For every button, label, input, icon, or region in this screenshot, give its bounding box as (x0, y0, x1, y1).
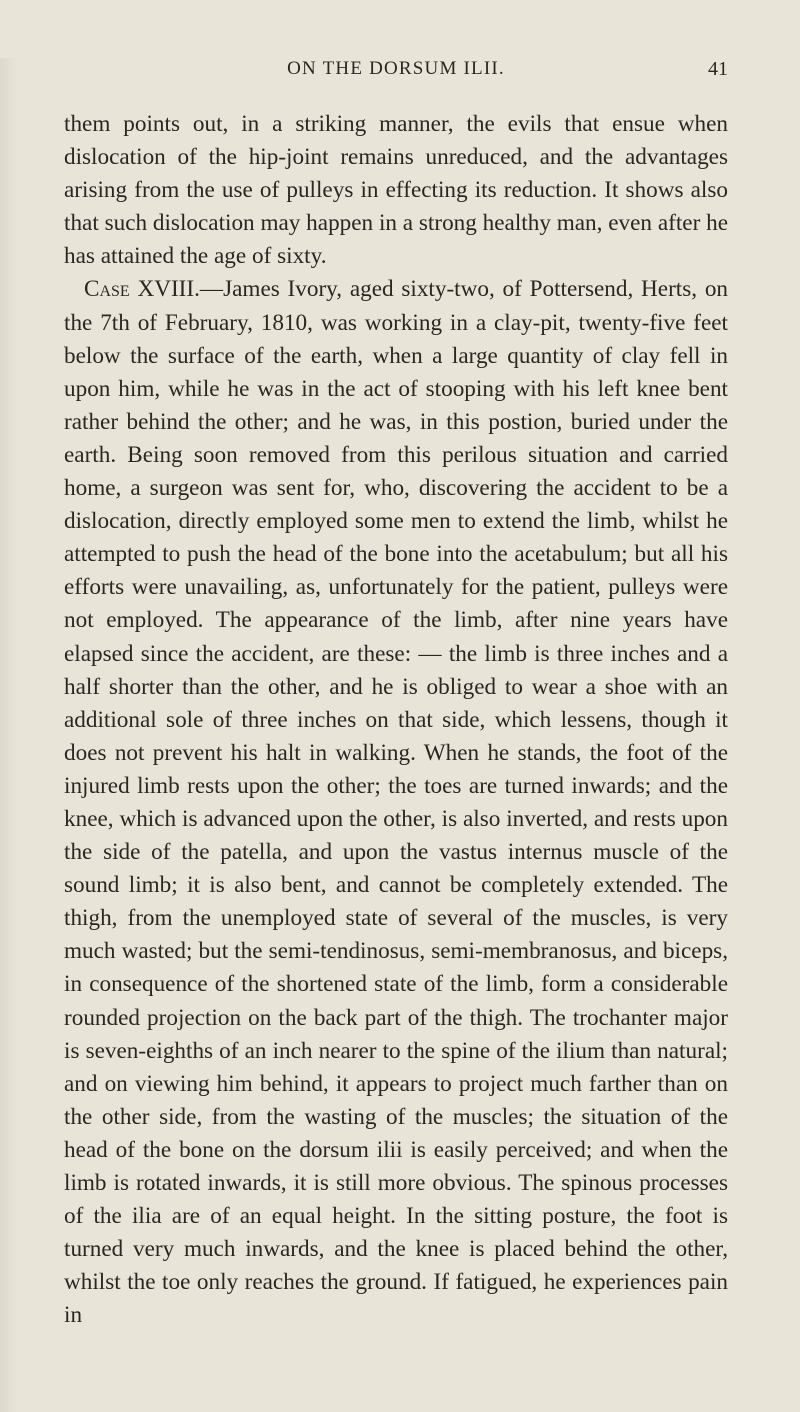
page-gutter-shadow (0, 58, 18, 1412)
paragraph-continuation: them points out, in a striking manner, the evils that ensue when dislocation of the hip-joint remains unreduced, and the advantages arising from the use of pulleys in effecting its reduction. It shows also that such dislocation may happen in a strong healthy man, even after he has attained the age of sixty. (64, 111, 728, 270)
book-page (0, 58, 800, 1412)
body-text (64, 108, 728, 1332)
case-text: —James Ivory, aged sixty-two, of Pottersend, Herts, on the 7th of February, 1810, was working in a clay-pit, twenty-five feet below the surface of the earth, when a large quantity of clay fell in upon him, while he was in the act of stooping with his left knee bent rather behind the other; and he was, in this postion, buried under the earth. Being soon removed from this perilous situation and carried home, a surgeon was sent for, who, discovering the accident to be a dislocation, directly employed some men to extend the limb, whilst he attempted to push the head of the bone into the acetabulum; but all his efforts were unavailing, as, unfortunately for the patient, pulleys were not employed. The appearance of the limb, after nine years have elapsed since the accident, are these: — the limb is three inches and a half shorter than the other, and he is obliged to wear a shoe with an additional sole of three inches on that side, which lessens, though it does not prevent his halt in walking. When he stands, the foot of the injured limb rests upon the other; the toes are turned inwards; and the knee, which is advanced upon the other, is also inverted, and rests upon the side of the patella, and upon the vastus internus muscle of the sound limb; it is also bent, and cannot be completely extended. The thigh, from the unemployed state of several of the muscles, is very much wasted; but the semi-tendinosus, semi-membranosus, and biceps, in consequence of the shortened state of the limb, form a considerable rounded projection on the back part of the thigh. The trochanter major is seven-eighths of an inch nearer to the spine of the ilium than natural; and on viewing him behind, it appears to project much farther than on the other side, from the wasting of the muscles; the situation of the head of the bone on the dorsum ilii is easily perceived; and when the limb is rotated inwards, it is still more obvious. The spinous processes of the ilia are of an equal height. In the sitting posture, the foot is turned very much inwards, and the knee is placed behind the other, whilst the toe only reaches the ground. If fatigued, he experiences pain in (64, 276, 729, 1329)
paragraph-case-xviii (64, 273, 728, 1332)
running-head (64, 58, 728, 98)
page-number: 41 (708, 58, 728, 80)
running-title: ON THE DORSUM ILII. (287, 58, 505, 79)
case-label: Case XVIII. (84, 276, 200, 303)
